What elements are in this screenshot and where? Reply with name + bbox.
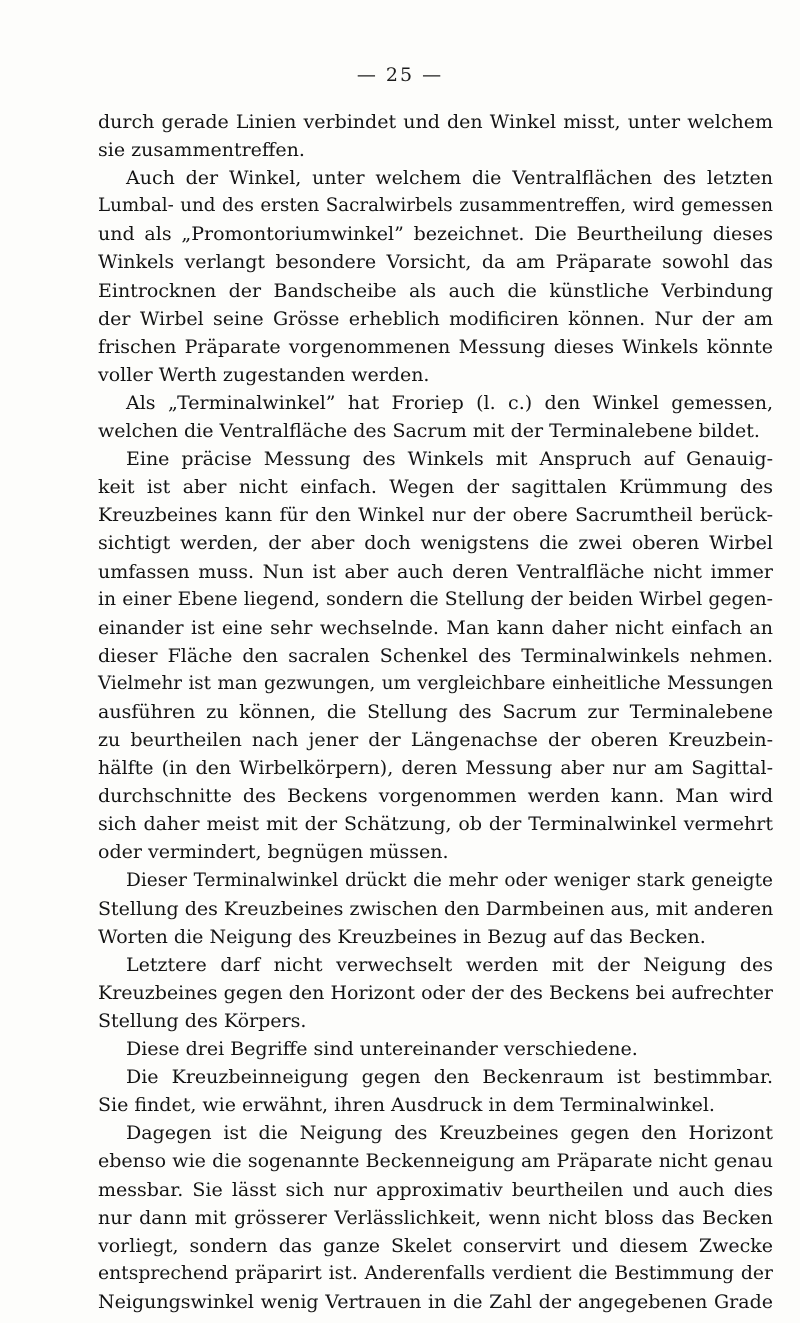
text-line: Kreuzbeines gegen den Horizont oder der des Beckens bei aufrechter [98, 981, 773, 1004]
text-line: Diese drei Begriffe sind untereinander verschiedene. [126, 1038, 638, 1061]
text-line: Lumbal- und des ersten Sacralwirbels zusammentreffen, wird gemessen [98, 195, 773, 217]
text-line: umfassen muss. Nun ist aber auch deren Ventralfläche nicht immer [98, 560, 773, 583]
text-line: Neigungswinkel wenig Vertrauen in die Zahl der angegebenen Grade [98, 1290, 773, 1313]
text-line: oder vermindert, begnügen müssen. [98, 841, 449, 864]
text-line: Dagegen ist die Neigung des Kreuzbeines gegen den Horizont [126, 1122, 773, 1145]
text-line: Die Kreuzbeinneigung gegen den Beckenraum ist bestimmbar. [126, 1066, 773, 1089]
text-line: zu beurtheilen nach jener der Längenachse der oberen Kreuzbein- [98, 729, 773, 752]
text-line: Worten die Neigung des Kreuzbeines in Bezug auf das Becken. [98, 925, 706, 948]
text-line: messbar. Sie lässt sich nur approximativ beurtheilen und auch dies [98, 1178, 773, 1201]
text-line: sie zusammentreffen. [98, 139, 305, 162]
text-line: Winkels verlangt besondere Vorsicht, da am Präparate sowohl das [98, 251, 773, 274]
text-line: in einer Ebene liegend, sondern die Stellung der beiden Wirbel gegen- [98, 588, 773, 610]
text-line: welchen die Ventralfläche des Sacrum mit der Terminalebene bildet. [98, 420, 760, 443]
text-line: Vielmehr ist man gezwungen, um vergleichbare einheitliche Messungen [98, 672, 773, 694]
text-line: dieser Fläche den sacralen Schenkel des Terminalwinkels nehmen. [98, 644, 773, 667]
text-line: entsprechend präparirt ist. Anderenfalls verdient die Bestimmung der [98, 1262, 773, 1284]
text-line: Sie findet, wie erwähnt, ihren Ausdruck in dem Terminalwinkel. [98, 1094, 715, 1117]
text-line: Letztere darf nicht verwechselt werden mit der Neigung des [126, 953, 773, 976]
body-text [98, 108, 773, 1316]
text-line: durch gerade Linien verbindet und den Winkel misst, unter welchem [98, 111, 773, 133]
text-line: sichtigt werden, der aber doch wenigstens die zwei oberen Wirbel [98, 532, 773, 555]
text-line: Stellung des Körpers. [98, 1010, 307, 1032]
text-line: Dieser Terminalwinkel drückt die mehr oder weniger stark geneigte [126, 869, 773, 891]
text-line: Eine präcise Messung des Winkels mit Anspruch auf Genauig- [126, 448, 773, 471]
text-line: und als „Promontoriumwinkel” bezeichnet. Die Beurtheilung dieses [98, 223, 773, 246]
text-line: Eintrocknen der Bandscheibe als auch die künstliche Verbindung [98, 279, 773, 302]
text-line: durchschnitte des Beckens vorgenommen werden kann. Man wird [98, 785, 773, 808]
text-line: hälfte (in den Wirbelkörpern), deren Messung aber nur am Sagittal- [98, 757, 773, 780]
text-line: ausführen zu können, die Stellung des Sacrum zur Terminalebene [98, 700, 773, 723]
text-line: sich daher meist mit der Schätzung, ob der Terminalwinkel vermehrt [98, 813, 773, 836]
text-line: Auch der Winkel, unter welchem die Ventralflächen des letzten [126, 167, 773, 190]
text-line: frischen Präparate vorgenommenen Messung dieses Winkels könnte [98, 335, 773, 358]
text-line: voller Werth zugestanden werden. [98, 363, 430, 386]
text-line: keit ist aber nicht einfach. Wegen der sagittalen Krümmung des [98, 476, 773, 499]
text-line: nur dann mit grösserer Verlässlichkeit, wenn nicht bloss das Becken [98, 1206, 773, 1229]
text-line: Stellung des Kreuzbeines zwischen den Darmbeinen aus, mit anderen [98, 897, 774, 920]
text-line: der Wirbel seine Grösse erheblich modificiren können. Nur der am [98, 307, 773, 330]
text-line: Als „Terminalwinkel” hat Froriep (l. c.) den Winkel gemessen, [126, 391, 773, 414]
page-number: — 25 — [356, 64, 444, 86]
text-line: Kreuzbeines kann für den Winkel nur der obere Sacrumtheil berück- [98, 504, 773, 527]
text-line: ebenso wie die sogenannte Beckenneigung am Präparate nicht genau [98, 1150, 773, 1173]
text-line: einander ist eine sehr wechselnde. Man kann daher nicht einfach an [98, 616, 773, 639]
text-line: vorliegt, sondern das ganze Skelet conservirt und diesem Zwecke [98, 1234, 773, 1257]
